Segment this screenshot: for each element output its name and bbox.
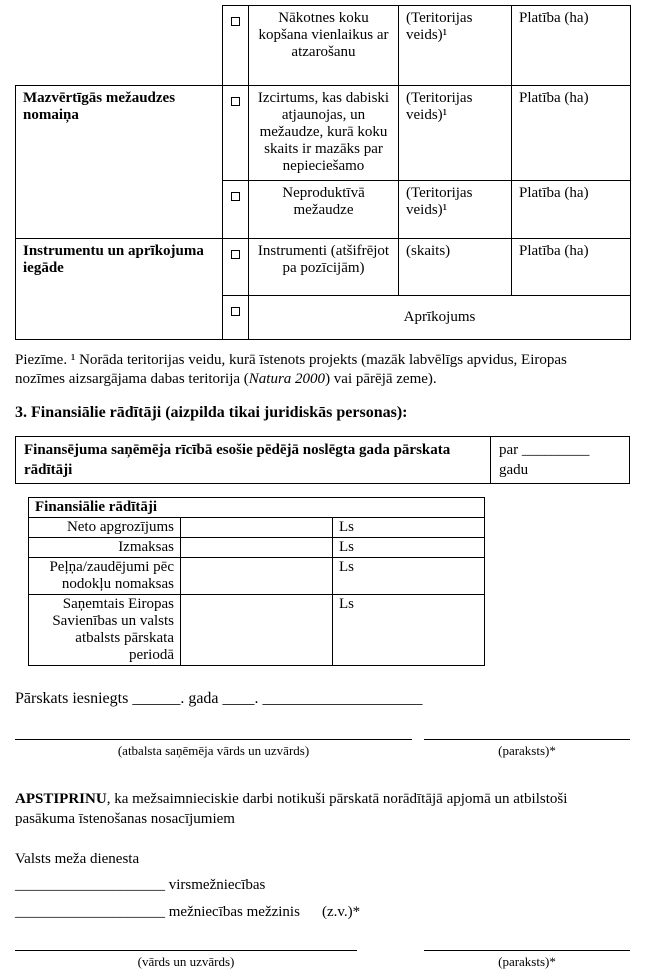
checkbox-cell	[223, 296, 249, 340]
area-cell: Platība (ha)	[512, 181, 631, 239]
activity-cell: Aprīkojums	[249, 296, 631, 340]
area-cell: Platība (ha)	[512, 239, 631, 296]
activity-cell: Izcirtums, kas dabiski atjaunojas, un mežaudze, kurā koku skaits ir mazāks par nepieciešamo	[249, 86, 399, 181]
footnote-text: Piezīme. ¹ Norāda teritorijas veidu, kurā īstenots projekts (mazāk labvēlīgs apvidus, Eiropas nozīmes aizsargājama dabas teritorija (	[15, 352, 567, 387]
fin-value-cell	[181, 595, 333, 666]
fin-value-cell	[181, 518, 333, 538]
checkbox[interactable]	[231, 97, 240, 106]
section-3-heading: 3. Finansiālie rādītāji (aizpilda tikai juridiskās personas):	[15, 404, 408, 421]
category-cell: Instrumentu un aprīkojuma iegāde	[16, 239, 223, 340]
report-period-label: Finansējuma saņēmēja rīcībā esošie pēdējā noslēgta gada pārskata rādītāji	[16, 437, 491, 484]
activity-cell: Nākotnes koku kopšana vienlaikus ar atzarošanu	[249, 6, 399, 86]
report-period-row	[16, 437, 630, 484]
area-cell: Platība (ha)	[512, 6, 631, 86]
fin-unit: Ls	[333, 518, 485, 538]
checkbox[interactable]	[231, 17, 240, 26]
signature-label: (vārds un uzvārds)	[137, 954, 235, 969]
signature-label: (atbalsta saņēmēja vārds un uzvārds)	[117, 743, 310, 758]
zv-seal-mark: (z.v.)*	[321, 904, 361, 920]
territory-cell: (Teritorijas veids)¹	[399, 86, 512, 181]
checkbox-cell	[223, 239, 249, 296]
fin-row	[29, 538, 485, 558]
checkbox[interactable]	[231, 307, 240, 316]
activities-table	[15, 5, 631, 340]
territory-cell: (skaits)	[399, 239, 512, 296]
checkbox-cell	[223, 6, 249, 86]
fin-value-cell	[181, 538, 333, 558]
fin-value-cell	[181, 558, 333, 595]
fin-label: Neto apgrozījums	[29, 518, 181, 538]
activity-row	[16, 6, 631, 86]
fin-row	[29, 595, 485, 666]
signature-label: (paraksts)*	[498, 954, 556, 969]
signature-col-signature	[424, 949, 630, 970]
officials-block	[15, 849, 630, 923]
footnote-italic: Natura 2000	[248, 371, 326, 387]
financial-indicators-table	[28, 497, 485, 666]
activity-row	[16, 86, 631, 181]
checkbox-cell	[223, 86, 249, 181]
footnote-text-end: ) vai pārējā zeme).	[325, 371, 437, 387]
fin-row	[29, 558, 485, 595]
signature-col-name	[15, 949, 357, 970]
checkbox[interactable]	[231, 250, 240, 259]
area-cell: Platība (ha)	[512, 86, 631, 181]
category-cell-empty	[16, 6, 223, 86]
report-period-blank: par _________ gadu	[491, 437, 630, 484]
signature-block-official	[15, 949, 630, 970]
fin-label: Peļņa/zaudējumi pēc nodokļu nomaksas	[29, 558, 181, 595]
fin-header-row	[29, 498, 485, 518]
approval-keyword: APSTIPRINU	[15, 791, 107, 807]
signature-block-recipient	[15, 738, 630, 759]
activity-cell: Instrumenti (atšifrējot pa pozīcijām)	[249, 239, 399, 296]
fin-label: Saņemtais Eiropas Savienības un valsts atbalsts pārskata periodā	[29, 595, 181, 666]
signature-col-name	[15, 738, 412, 759]
signature-col-signature	[424, 738, 630, 759]
fin-unit: Ls	[333, 558, 485, 595]
fin-unit: Ls	[333, 595, 485, 666]
report-period-table	[15, 436, 630, 484]
fin-label: Izmaksas	[29, 538, 181, 558]
territory-cell: (Teritorijas veids)¹	[399, 6, 512, 86]
territory-cell: (Teritorijas veids)¹	[399, 181, 512, 239]
checkbox[interactable]	[231, 192, 240, 201]
fin-row	[29, 518, 485, 538]
mezniecibas-text: ____________________ mežniecības mežzinis	[15, 904, 300, 920]
category-cell: Mazvērtīgās mežaudzes nomaiņa	[16, 86, 223, 239]
fin-unit: Ls	[333, 538, 485, 558]
signature-label: (paraksts)*	[498, 743, 556, 758]
activity-cell: Neproduktīvā mežaudze	[249, 181, 399, 239]
mezniecibas-line	[15, 901, 630, 923]
report-submitted-line: Pārskats iesniegts ______. gada ____. ____________________	[15, 690, 423, 707]
approval-statement	[15, 789, 627, 829]
footnote	[15, 351, 617, 389]
fin-table-header: Finansiālie rādītāji	[29, 498, 485, 518]
virsmezniecibas-line: ____________________ virsmežniecības	[15, 877, 266, 893]
vmd-title: Valsts meža dienesta	[15, 851, 140, 867]
checkbox-cell	[223, 181, 249, 239]
approval-text: , ka mežsaimnieciskie darbi notikuši pārskatā norādītājā apjomā un atbilstoši pasākuma īstenošanas nosacījumiem	[15, 791, 568, 827]
activity-row	[16, 239, 631, 296]
